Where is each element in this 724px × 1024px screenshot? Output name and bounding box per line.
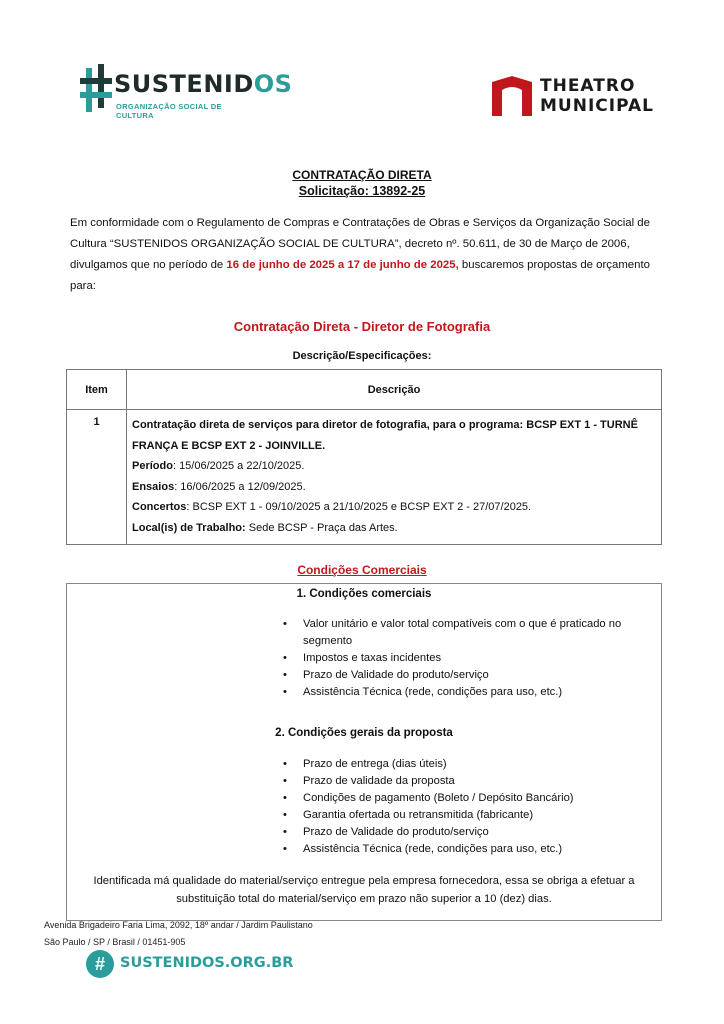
logo-name-teal: OS [253,70,293,98]
item-ensaios [132,477,655,498]
list-item: • Prazo de entrega (dias úteis) [283,756,655,773]
sustenidos-logo [80,64,293,120]
list-item: • Garantia ofertada ou retransmitida (fabricante) [283,807,655,824]
list-item: • Assistência Técnica (rede, condições para uso, etc.) [283,684,655,701]
ensaios-value: : 16/06/2025 a 12/09/2025. [174,480,306,493]
local-value: Sede BCSP - Praça das Artes. [245,521,398,534]
hash-circle-icon: # [86,950,114,978]
table-header-row [67,370,662,410]
theatro-logo-line1: THEATRO [540,76,636,96]
conditions-box [66,583,662,921]
list-item: • Prazo de Validade do produto/serviço [283,824,655,841]
logo-subtitle: ORGANIZAÇÃO SOCIAL DE CULTURA [116,102,222,120]
subject-heading: Contratação Direta - Diretor de Fotografia [233,319,491,334]
intro-text-2: buscaremos propostas de orçamento para: [70,259,650,292]
ensaios-label: Ensaios [132,480,175,493]
intro-paragraph [70,213,660,297]
items-table [66,369,662,545]
logo-name-dark: SUSTENID [114,70,254,98]
list-item: • Prazo de validade da proposta [283,773,655,790]
section1-heading: 1. Condições comerciais [296,588,432,600]
item-concertos [132,497,655,518]
document-title: CONTRATAÇÃO DIRETA [292,168,432,182]
list-item: • Prazo de Validade do produto/serviço [283,667,655,684]
address-line-2: São Paulo / SP / Brasil / 01451-905 [44,937,186,947]
concertos-value: : BCSP EXT 1 - 09/10/2025 a 21/10/2025 e BCSP EXT 2 - 27/07/2025. [186,501,532,513]
periodo-value: : 15/06/2025 a 22/10/2025. [172,460,305,472]
item-description [127,410,662,545]
theatro-municipal-logo [490,74,660,122]
intro-period: 16 de junho de 2025 a 17 de junho de 2025, [226,259,459,271]
table-row [67,410,662,545]
address-line-1: Avenida Brigadeiro Faria Lima, 2092, 18º andar / Jardim Paulistano [44,920,313,930]
periodo-label: Período [132,460,173,472]
list-item: • Valor unitário e valor total compatíveis com o que é praticado no segmento [283,616,655,650]
theatro-logo-line2: MUNICIPAL [540,96,654,116]
concertos-label: Concertos [132,501,187,513]
solicitation-number: Solicitação: 13892-25 [298,184,426,198]
item-periodo [132,456,655,477]
description-heading: Descrição/Especificações: [292,350,432,362]
list-item: • Impostos e taxas incidentes [283,650,655,667]
col-description-header: Descrição [127,370,662,410]
item-number: 1 [67,410,127,545]
commercial-conditions-title: Condições Comerciais [297,563,427,577]
intro-text-1: Em conformidade com o Regulamento de Compras e Contratações de Obras e Serviços da Organização Social de Cultura “SUSTENIDOS ORGANIZAÇÃO SOCIAL DE CULTURA”, decreto nº. 50.611, de 30 de Março de 2006, divulgamos que no período de [70,217,650,271]
local-label: Local(is) de Trabalho: [132,521,246,534]
section2-heading: 2. Condições gerais da proposta [275,727,453,739]
col-item-header: Item [67,370,127,410]
footer-logo [86,950,294,984]
quality-note: Identificada má qualidade do material/serviço entregue pela empresa fornecedora, essa se obriga a efetuar a substituição total do material/serviço em prazo não superior a 10 (dez) dias. [93,875,635,905]
section2-list [283,756,655,858]
theatro-arch-logo-icon [490,76,534,116]
list-item: • Condições de pagamento (Boleto / Depósito Bancário) [283,790,655,807]
item-description-title: Contratação direta de serviços para diretor de fotografia, para o programa: BCSP EXT 1 - TURNÊ FRANÇA E BCSP EXT 2 - JOINVILLE. [132,419,638,452]
footer-url[interactable]: SUSTENIDOS.ORG.BR [120,955,294,971]
section1-list [283,616,655,701]
hash-logo-icon [80,64,112,123]
list-item: • Assistência Técnica (rede, condições para uso, etc.) [283,841,655,858]
footer-address [44,917,313,951]
item-local [132,518,655,539]
